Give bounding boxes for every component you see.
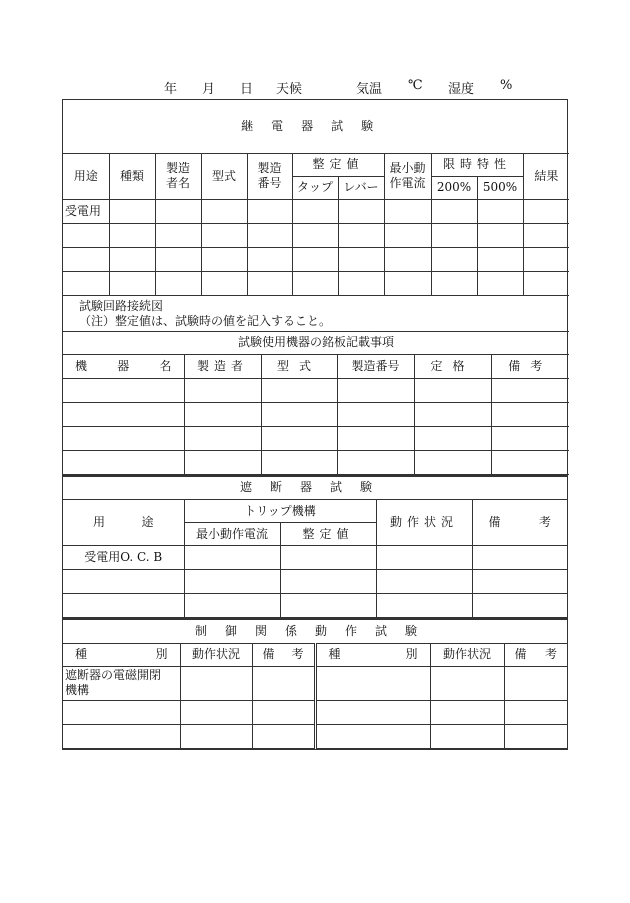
col-model: 型式	[201, 153, 247, 199]
eq-col-rating: 定格	[414, 354, 491, 378]
col-usage: 用途	[63, 153, 109, 199]
col-type: 種類	[109, 153, 155, 199]
table-row	[63, 271, 569, 295]
col-min-current: 最小動作電流	[384, 153, 431, 199]
table-row	[63, 223, 569, 247]
bk-col-trip: トリップ機構	[184, 500, 376, 523]
eq-col-name: 機器名	[63, 354, 184, 378]
table-row	[63, 570, 567, 594]
table-row	[63, 594, 567, 618]
table-row	[63, 450, 569, 474]
relay-test-title: 継電器試験	[63, 100, 569, 153]
breaker-test-table	[63, 475, 567, 619]
col-lever: レバー	[338, 176, 384, 199]
bk-col-min-current: 最小動作電流	[184, 523, 280, 546]
test-record-form	[62, 99, 568, 750]
month-label: 月	[202, 82, 216, 97]
control-test-title: 制御関係動作試験	[63, 619, 567, 643]
percent-unit: %	[500, 78, 513, 93]
col-tap: タップ	[292, 176, 338, 199]
bk-row-usage: 受電用O. C. B	[63, 546, 184, 570]
col-setting: 整定値	[292, 153, 384, 176]
ct-col-status-left: 動作状況	[180, 643, 252, 666]
bk-col-remarks: 備考	[472, 500, 567, 546]
ct-col-status-right: 動作状況	[430, 643, 504, 666]
bk-col-usage: 用途	[63, 500, 184, 546]
ct-col-remarks-left: 備考	[252, 643, 315, 666]
equipment-table	[63, 331, 569, 475]
table-row	[63, 724, 567, 748]
day-label: 日	[240, 82, 254, 97]
eq-col-model: 型式	[261, 354, 337, 378]
col-maker: 製造者名	[155, 153, 201, 199]
year-label: 年	[164, 82, 178, 97]
eq-col-remarks: 備考	[491, 354, 569, 378]
ct-col-kind-left: 種別	[63, 643, 180, 666]
col-limit: 限時特性	[431, 153, 523, 176]
table-row	[63, 247, 569, 271]
celsius-unit: ℃	[408, 78, 423, 93]
table-row	[63, 378, 569, 402]
table-row	[63, 199, 569, 223]
ct-row-kind: 遮断器の電磁開閉機構	[63, 666, 180, 700]
relay-test-table	[63, 100, 569, 296]
form-header	[62, 78, 568, 96]
table-row	[63, 546, 567, 570]
ct-col-remarks-right: 備考	[504, 643, 567, 666]
col-200: 200%	[431, 176, 477, 199]
circuit-diagram-label: 試験回路接続図	[79, 298, 164, 313]
equipment-title: 試験使用機器の銘板記載事項	[63, 331, 569, 354]
control-test-table	[63, 618, 567, 749]
table-row	[63, 700, 567, 724]
row-usage: 受電用	[63, 199, 109, 223]
breaker-test-title: 遮断器試験	[63, 476, 567, 500]
table-row	[63, 666, 567, 700]
temperature-label: 気温	[356, 82, 383, 97]
col-500: 500%	[477, 176, 523, 199]
setting-note: （注）整定値は、試験時の値を記入すること。	[79, 313, 332, 328]
table-row	[63, 426, 569, 450]
notes-block	[63, 296, 567, 331]
table-row	[63, 402, 569, 426]
eq-col-maker: 製造者	[184, 354, 261, 378]
humidity-label: 湿度	[448, 82, 475, 97]
bk-col-setting: 整定値	[280, 523, 376, 546]
bk-col-operation: 動作状況	[376, 500, 472, 546]
col-serial: 製造番号	[247, 153, 292, 199]
col-result: 結果	[523, 153, 569, 199]
weather-label: 天候	[276, 82, 303, 97]
ct-col-kind-right: 種別	[315, 643, 430, 666]
eq-col-serial: 製造番号	[337, 354, 414, 378]
